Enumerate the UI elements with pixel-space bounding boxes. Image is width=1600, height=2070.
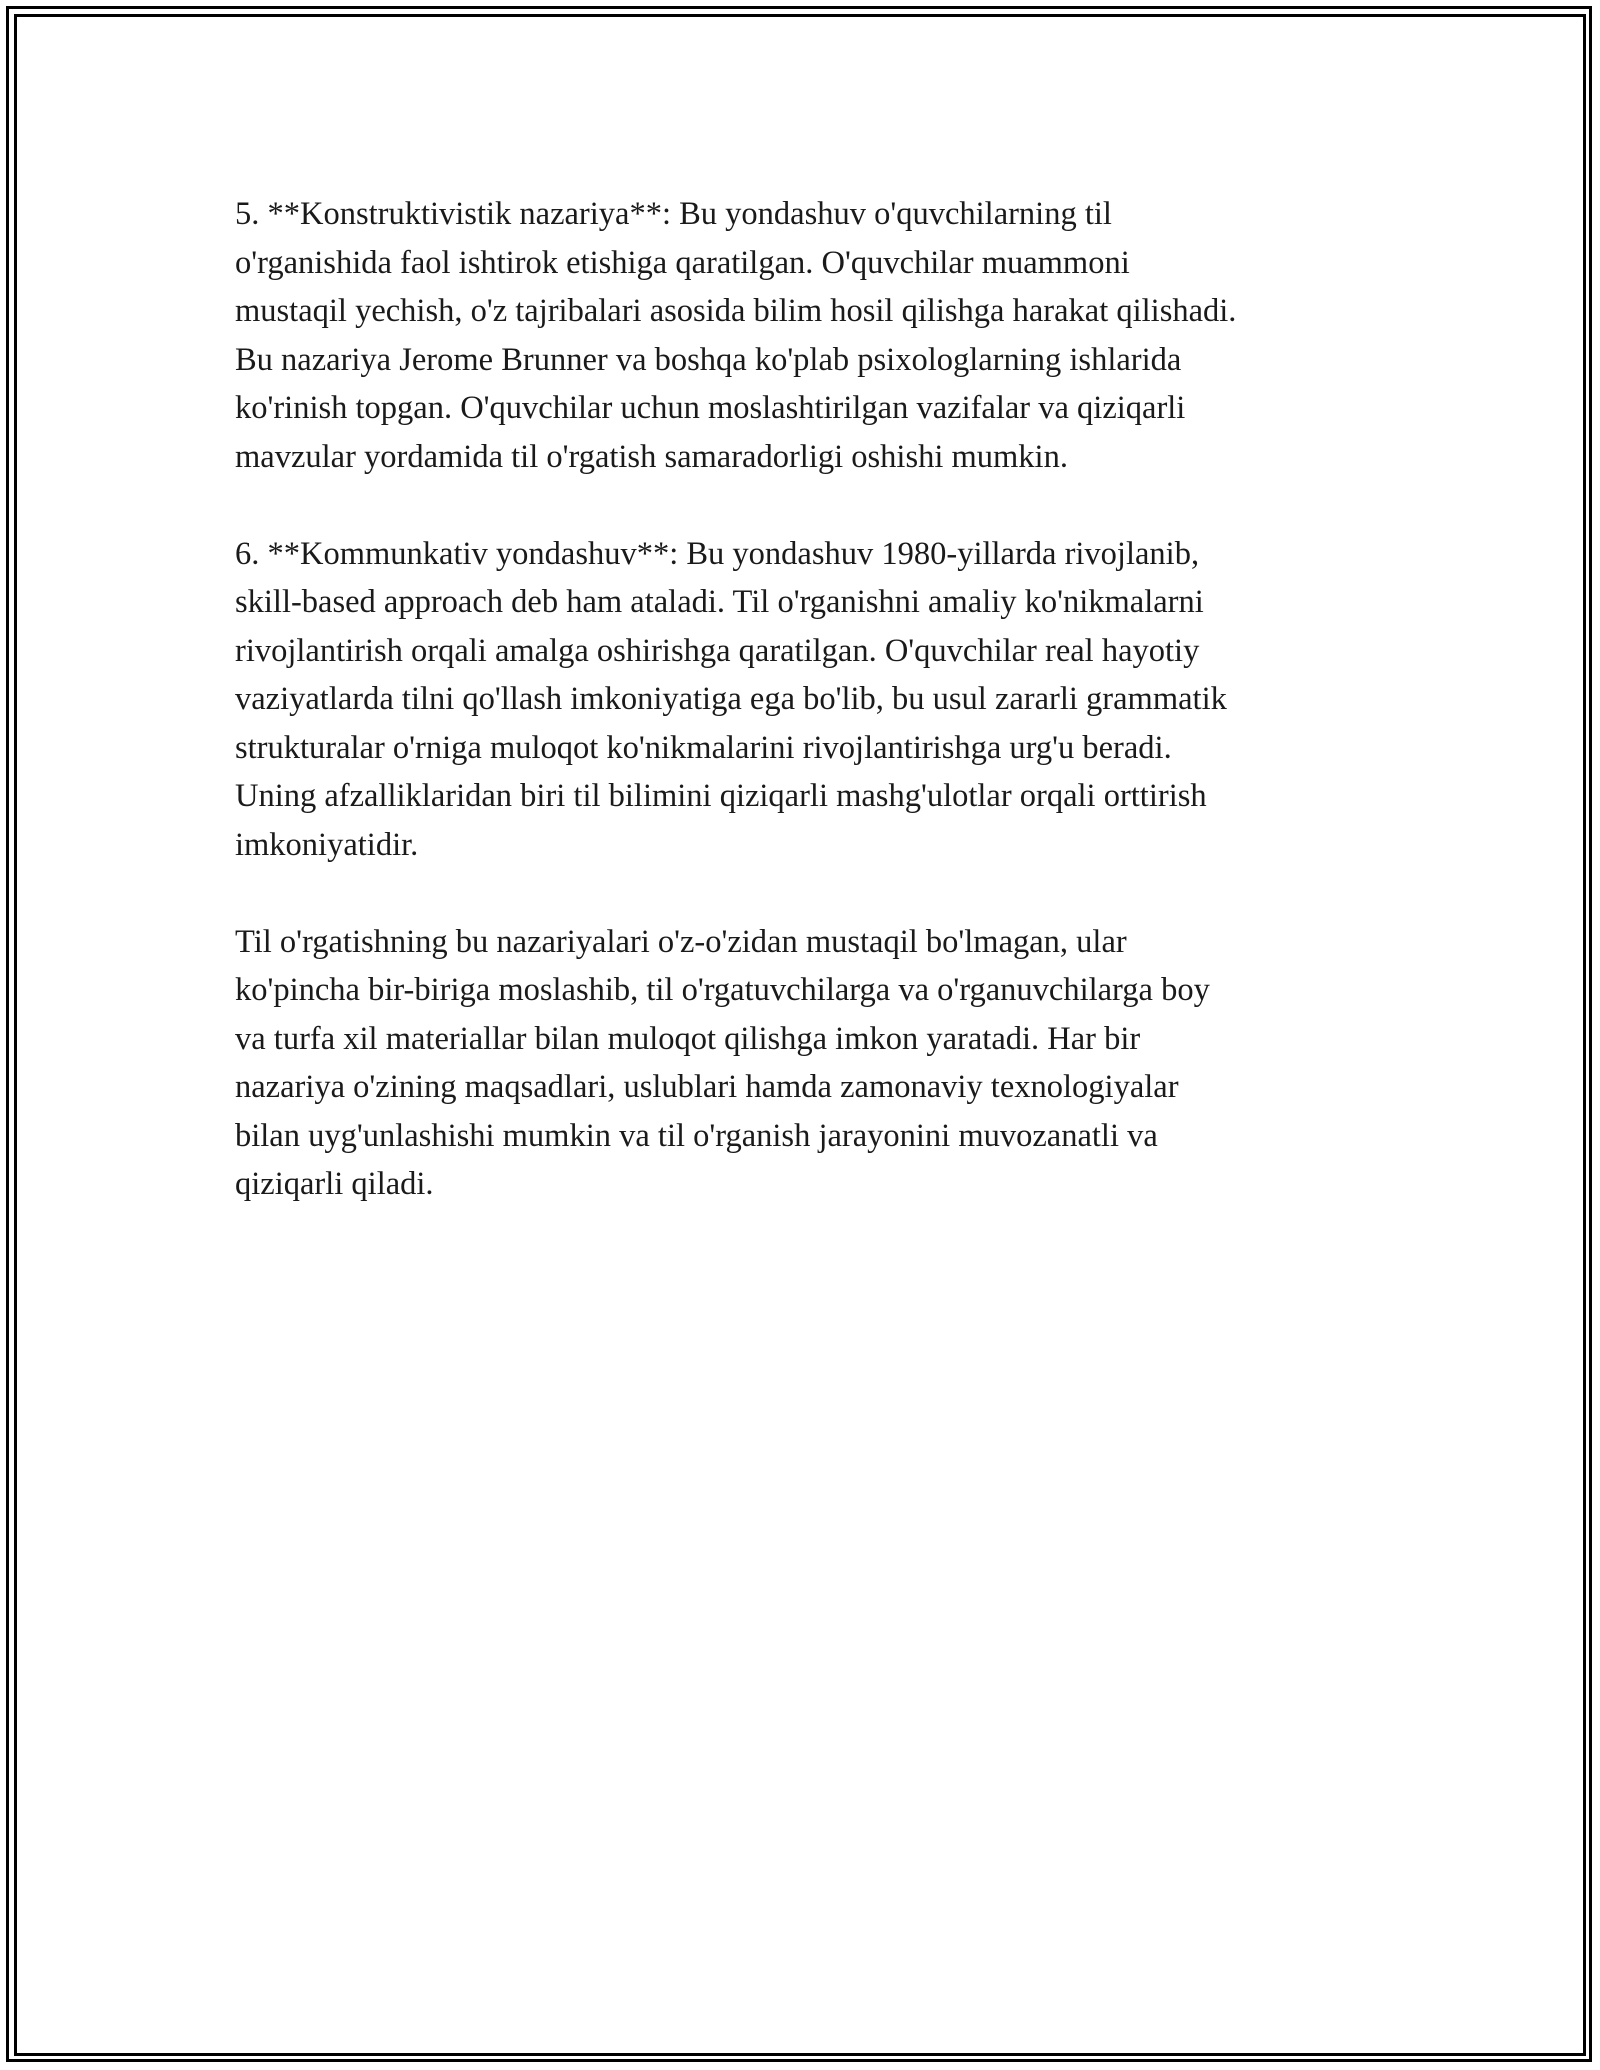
paragraph-constructivist-theory: 5. **Konstruktivistik nazariya**: Bu yondashuv o'quvchilarning til o'rganishida faol ishtirok etishiga qaratilgan. O'quvchilar muammoni mustaqil yechish, o'z tajribalari asosida bilim hosil qilishga harakat qilishadi. Bu nazariya Jerome Brunner va boshqa ko'plab psixologlarning ishlarida ko'rinish topgan. O'quvchilar uchun moslashtirilgan vazifalar va qiziqarli mavzular yordamida til o'rgatish samaradorligi oshishi mumkin. — [235, 196, 1237, 475]
paragraph-communicative-approach: 6. **Kommunkativ yondashuv**: Bu yondashuv 1980-yillarda rivojlanib, skill-based approach deb ham ataladi. Til o'rganishni amaliy ko'nikmalarni rivojlantirish orqali amalga oshirishga qaratilgan. O'quvchilar real hayotiy vaziyatlarda tilni qo'llash imkoniyatiga ega bo'lib, bu usul zararli grammatik strukturalar o'rniga muloqot ko'nikmalarini rivojlantirishga urg'u beradi. Uning afzalliklaridan biri til bilimini qiziqarli mashg'ulotlar orqali orttirish imkoniyatidir. — [235, 535, 1227, 863]
paragraph-conclusion: Til o'rgatishning bu nazariyalari o'z-o'zidan mustaqil bo'lmagan, ular ko'pincha bir-biriga moslashib, til o'rgatuvchilarga va o'rganuvchilarga boy va turfa xil materiallar bilan muloqot qilishga imkon yaratadi. Har bir nazariya o'zining maqsadlari, uslublari hamda zamonaviy texnologiyalar bilan uyg'unlashishi mumkin va til o'rganish jarayonini muvozanatli va qiziqarli qiladi. — [235, 923, 1210, 1202]
document-body — [235, 190, 1405, 1257]
